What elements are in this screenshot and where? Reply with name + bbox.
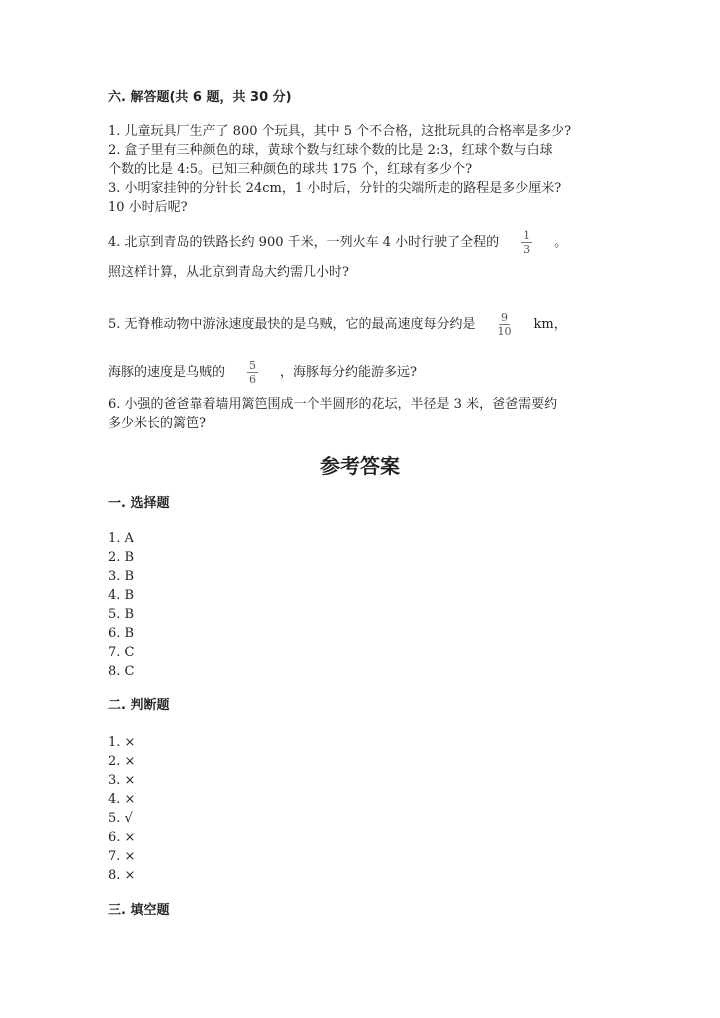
- fraction: [498, 311, 512, 338]
- answer-item: 5. B: [108, 607, 135, 622]
- denominator: 10: [497, 325, 512, 338]
- numerator: 1: [523, 229, 531, 242]
- question-3-cont: 10 小时后呢?: [108, 200, 188, 215]
- unit: km，: [533, 317, 567, 332]
- question-5-text: 5. 无脊椎动物中游泳速度最快的是乌贼，它的最高速度每分约是: [108, 317, 476, 332]
- question-5: [108, 311, 567, 338]
- question-4-end: 。: [554, 235, 568, 250]
- answer-item: 3. ×: [108, 773, 136, 788]
- question-5-cont: [108, 359, 417, 386]
- answer-item: 6. B: [108, 626, 135, 641]
- question-2: 2. 盒子里有三种颜色的球，黄球个数与红球个数的比是 2:3，红球个数与白球: [108, 143, 553, 158]
- fraction: [247, 359, 258, 386]
- question-3: 3. 小明家挂钟的分针长 24cm，1 小时后，分针的尖端所走的路程是多少厘米?: [108, 181, 562, 196]
- answer-item: 7. C: [108, 645, 135, 660]
- answer-item: 8. C: [108, 664, 135, 679]
- fill-heading: 三. 填空题: [108, 903, 170, 918]
- answer-item: 8. ×: [108, 868, 136, 883]
- numerator: 9: [501, 311, 509, 324]
- denominator: 3: [523, 243, 531, 256]
- section-heading: 六. 解答题(共 6 题，共 30 分): [108, 90, 292, 105]
- numerator: 5: [249, 359, 257, 372]
- question-6: 6. 小强的爸爸靠着墙用篱笆围成一个半圆形的花坛，半径是 3 米，爸爸需要约: [108, 397, 558, 412]
- choice-heading: 一. 选择题: [108, 496, 170, 511]
- answer-item: 1. ×: [108, 735, 136, 750]
- answer-item: 3. B: [108, 569, 135, 584]
- question-5b-text: 海豚的速度是乌贼的: [108, 365, 226, 380]
- question-6-cont: 多少米长的篱笆?: [108, 416, 206, 431]
- fraction: [521, 229, 532, 256]
- answer-item: 5. √: [108, 811, 133, 826]
- answer-item: 4. ×: [108, 792, 136, 807]
- answer-item: 1. A: [108, 531, 134, 546]
- question-4-cont: 照这样计算，从北京到青岛大约需几小时?: [108, 265, 349, 280]
- answer-item: 7. ×: [108, 849, 136, 864]
- judge-heading: 二. 判断题: [108, 698, 170, 713]
- answer-item: 6. ×: [108, 830, 136, 845]
- answer-item: 2. B: [108, 550, 135, 565]
- question-2-cont: 个数的比是 4:5。已知三种颜色的球共 175 个，红球有多少个?: [108, 162, 473, 177]
- answer-item: 2. ×: [108, 754, 136, 769]
- question-5b-end: ，海豚每分约能游多远?: [280, 365, 417, 380]
- answer-item: 4. B: [108, 588, 135, 603]
- question-1: 1. 儿童玩具厂生产了 800 个玩具，其中 5 个不合格，这批玩具的合格率是多少?: [108, 124, 572, 139]
- question-4-text: 4. 北京到青岛的铁路长约 900 千米，一列火车 4 小时行驶了全程的: [108, 235, 500, 250]
- denominator: 6: [249, 373, 257, 386]
- answers-title: 参考答案: [320, 454, 400, 478]
- question-4: [108, 229, 567, 256]
